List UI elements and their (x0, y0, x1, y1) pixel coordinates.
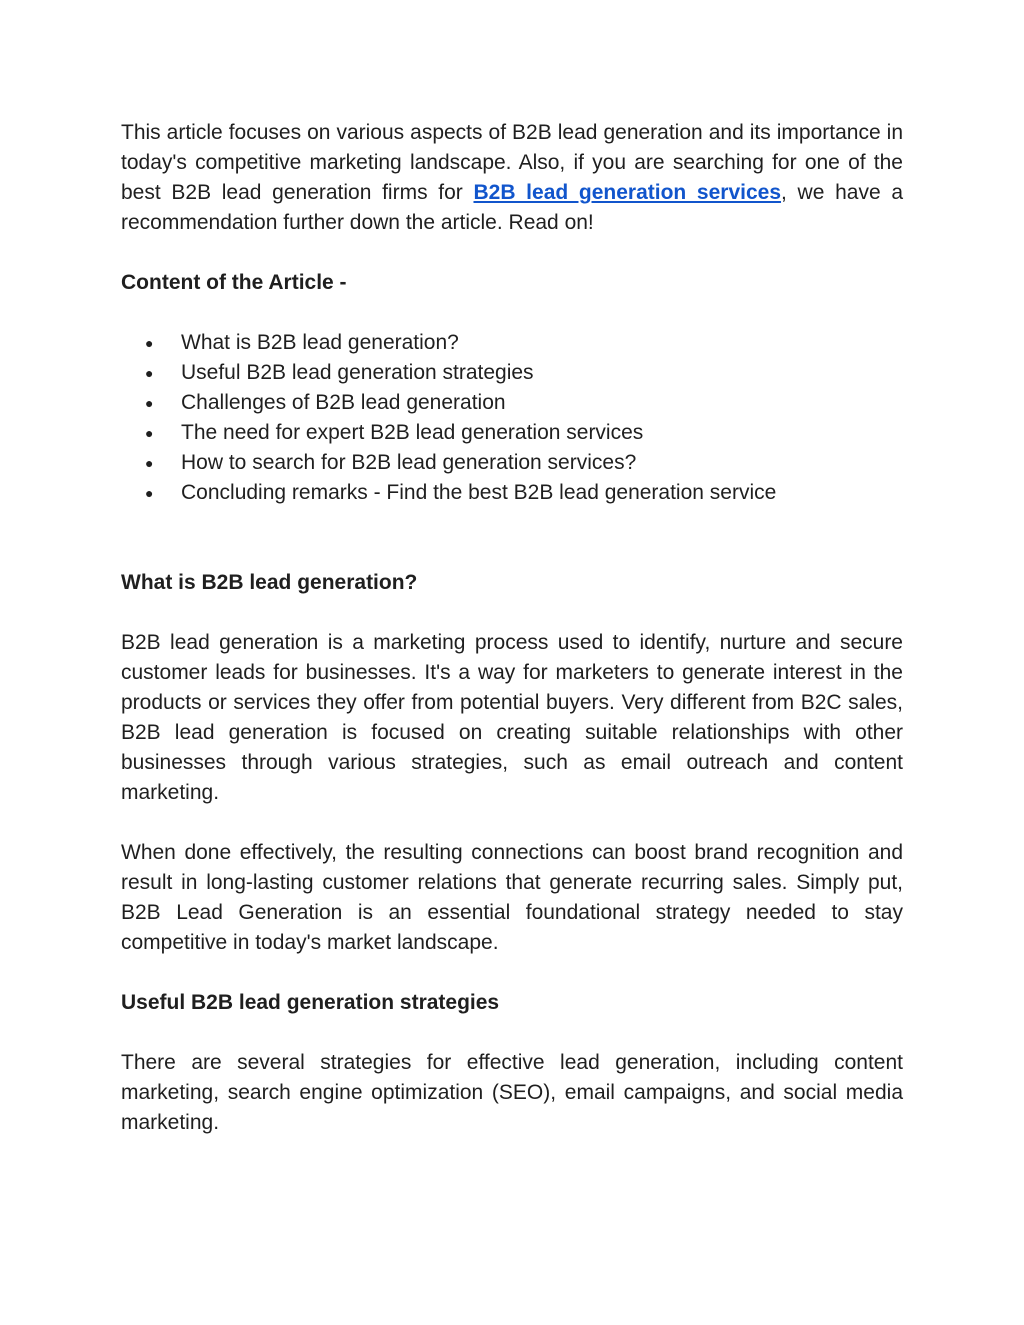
toc-item-label: Concluding remarks - Find the best B2B lead generation service (181, 481, 777, 504)
toc-item-label: Useful B2B lead generation strategies (181, 361, 534, 384)
bullet-icon: ● (145, 395, 154, 411)
intro-text-before-link: This article focuses on various aspects of B2B lead generation and its importance in today's competitive marketing landscape. Also, if you are searching for one of the best B2B lead generation firms for (121, 121, 903, 204)
toc-item-label: The need for expert B2B lead generation services (181, 421, 644, 444)
what-is-b2b-paragraph-1: B2B lead generation is a marketing process used to identify, nurture and secure customer leads for businesses. It's a way for marketers to generate interest in the products or services they offer from potential buyers. Very different from B2C sales, B2B lead generation is focused on creating suitable relationships with other businesses through various strategies, such as email outreach and content marketing. (121, 631, 903, 804)
strategies-heading: Useful B2B lead generation strategies (121, 991, 500, 1014)
document-page (121, 118, 903, 1138)
toc-heading: Content of the Article - (121, 271, 347, 294)
list-item (121, 388, 903, 418)
list-item (121, 358, 903, 388)
what-is-b2b-heading: What is B2B lead generation? (121, 571, 418, 594)
list-item (121, 418, 903, 448)
intro-paragraph (121, 118, 903, 238)
toc-item-label: What is B2B lead generation? (181, 331, 459, 354)
list-item (121, 328, 903, 358)
toc-item-label: Challenges of B2B lead generation (181, 391, 506, 414)
bullet-icon: ● (145, 335, 154, 351)
bullet-icon: ● (145, 455, 154, 471)
list-item (121, 448, 903, 478)
bullet-icon: ● (145, 425, 154, 441)
what-is-b2b-paragraph-2: When done effectively, the resulting connections can boost brand recognition and result in long-lasting customer relations that generate recurring sales. Simply put, B2B Lead Generation is an essential foundational strategy needed to stay competitive in today's market landscape. (121, 841, 903, 954)
strategies-paragraph-1: There are several strategies for effective lead generation, including content marketing, search engine optimization (SEO), email campaigns, and social media marketing. (121, 1051, 903, 1134)
bullet-icon: ● (145, 365, 154, 381)
table-of-contents-list (121, 328, 903, 508)
b2b-lead-generation-services-link[interactable]: B2B lead generation services (473, 181, 782, 204)
toc-item-label: How to search for B2B lead generation services? (181, 451, 637, 474)
intro-text-after-link: , we have a recommendation further down the article. Read on! (121, 181, 904, 234)
bullet-icon: ● (145, 485, 154, 501)
list-item (121, 478, 903, 508)
